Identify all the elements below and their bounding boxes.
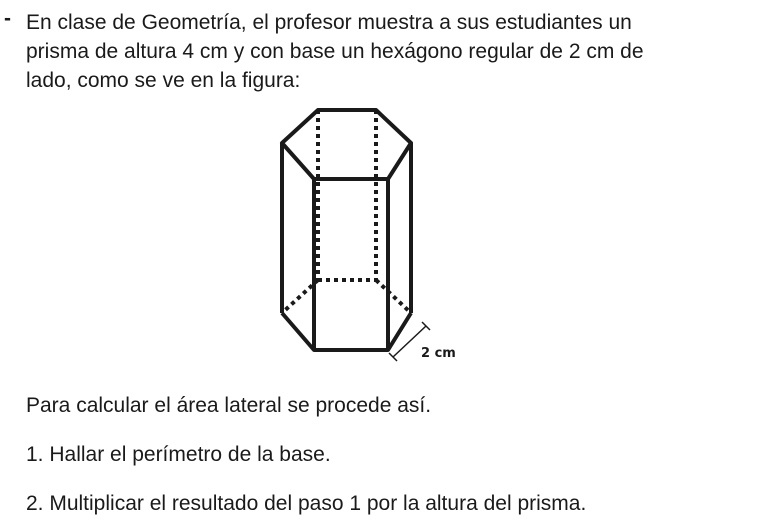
bottom-front-edges bbox=[282, 313, 411, 350]
hidden-edges bbox=[282, 110, 411, 313]
visible-edges bbox=[282, 110, 411, 350]
hexagonal-prism-drawing bbox=[270, 100, 470, 370]
hidden-bottom-back-right-edge bbox=[376, 280, 411, 313]
procedure-lead: Para calcular el área lateral se procede así. bbox=[26, 394, 432, 417]
dimension-label: 2 cm bbox=[421, 346, 456, 361]
problem-statement bbox=[26, 8, 746, 95]
problem-line-1: En clase de Geometría, el profesor muestra a sus estudiantes un bbox=[26, 11, 632, 34]
bullet-marker: - bbox=[4, 7, 11, 30]
problem-line-3: lado, como se ve en la figura: bbox=[26, 69, 301, 92]
procedure-step-1: 1. Hallar el perímetro de la base. bbox=[26, 443, 331, 466]
procedure-step-2: 2. Multiplicar el resultado del paso 1 por la altura del prisma. bbox=[26, 492, 587, 515]
top-hexagon-face bbox=[282, 110, 411, 179]
problem-line-2: prisma de altura 4 cm y con base un hexágono regular de 2 cm de bbox=[26, 40, 644, 63]
hexagonal-prism-figure bbox=[270, 100, 470, 370]
